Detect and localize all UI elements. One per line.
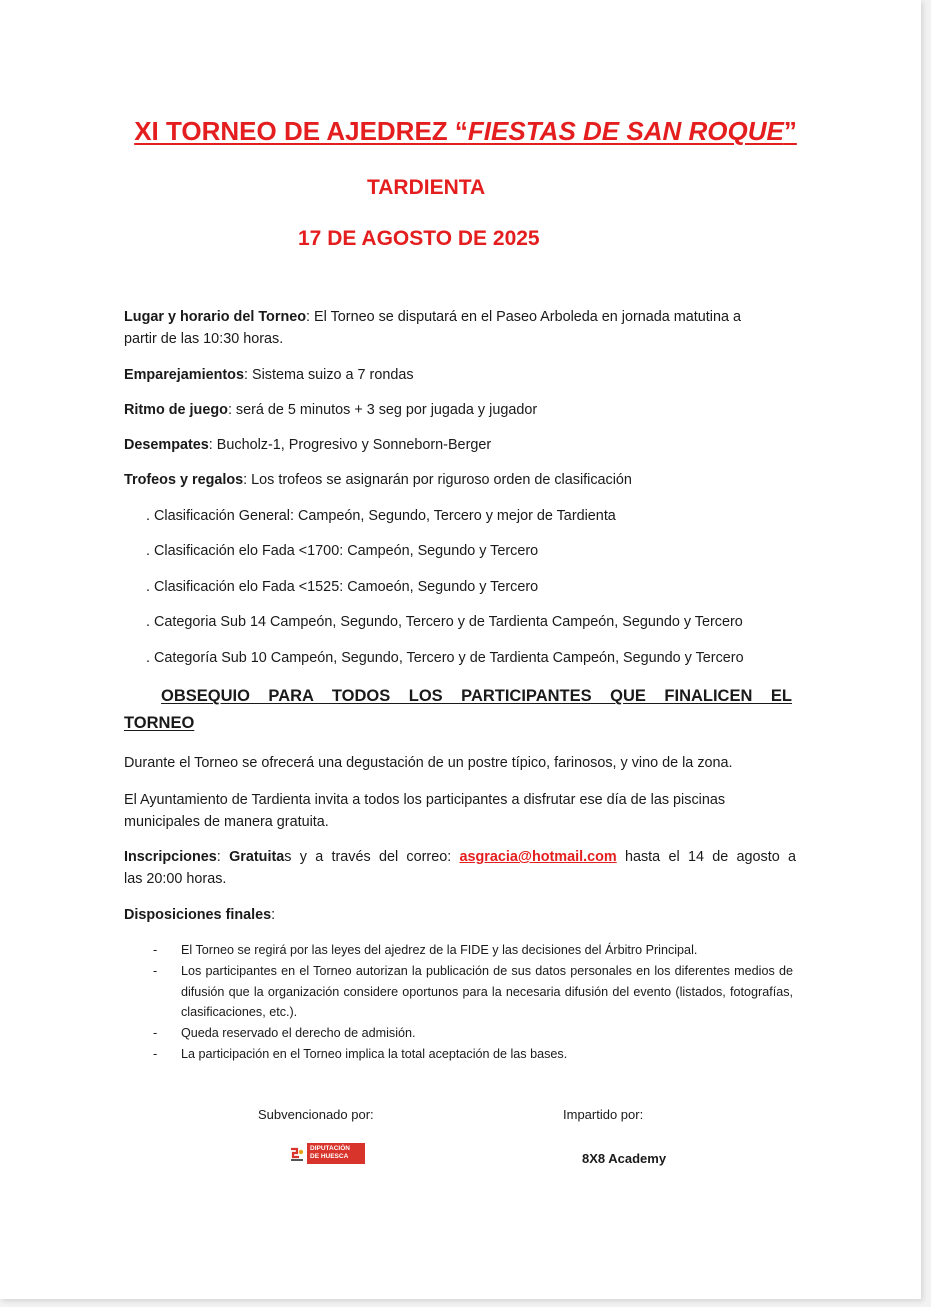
diputacion-emblem-icon [287,1143,307,1164]
disposiciones-heading: Disposiciones finales: [124,907,276,923]
trofeo-item: . Clasificación General: Campeón, Segundo, Tercero y mejor de Tardienta [146,508,616,524]
trofeo-item: . Categoría Sub 10 Campeón, Segundo, Tercero y de Tardienta Campeón, Segundo y Tercero [146,650,744,666]
lugar-paragraph: Lugar y horario del Torneo: El Torneo se disputará en el Paseo Arboleda en jornada matutina a partir de las 10:30 horas. [124,309,741,347]
disposiciones-list [151,940,793,1065]
degustacion-paragraph: Durante el Torneo se ofrecerá una degustación de un postre típico, farinosos, y vino de la zona. [124,755,733,771]
piscinas-paragraph: El Ayuntamiento de Tardienta invita a todos los participantes a disfrutar ese día de las piscinas municipales de manera gratuita. [124,792,726,830]
inscripciones-paragraph: Inscripciones: Gratuitas y a través del correo: asgracia@hotmail.com hasta el 14 de agosto a las 20:00 horas. [124,849,796,887]
trofeos-paragraph: Trofeos y regalos: Los trofeos se asignarán por riguroso orden de clasificación [124,472,632,488]
diputacion-huesca-logo: DIPUTACIÓN DE HUESCA [287,1143,365,1164]
email-link[interactable]: asgracia@hotmail.com [459,849,617,865]
obsequio-heading: OBSEQUIO PARA TODOS LOS PARTICIPANTES QUE FINALICEN EL TORNEO [124,687,792,732]
page-title: XI TORNEO DE AJEDREZ “FIESTAS DE SAN ROQUE” [134,116,797,146]
list-item: - Los participantes en el Torneo autorizan la publicación de sus datos personales en los diferentes medios de difusión que la organización considere oportunos para la necesaria difusión del evento (listados, fotografías, clasificaciones, etc.). [153,963,793,1020]
list-item: - La participación en el Torneo implica la total aceptación de las bases. [153,1046,568,1061]
list-item: - Queda reservado el derecho de admisión. [153,1026,416,1041]
subvencionado-label: Subvencionado por: [258,1107,374,1122]
academy-name: 8X8 Academy [582,1151,667,1166]
city-subtitle: TARDIENTA [367,176,486,199]
trofeo-item: . Categoria Sub 14 Campeón, Segundo, Tercero y de Tardienta Campeón, Segundo y Tercero [146,614,743,630]
emparejamientos-paragraph: Emparejamientos: Sistema suizo a 7 rondas [124,367,414,383]
date-subtitle: 17 DE AGOSTO DE 2025 [298,227,540,250]
list-item: - El Torneo se regirá por las leyes del ajedrez de la FIDE y las decisiones del Árbitro Principal. [153,943,698,957]
desempates-paragraph: Desempates: Bucholz-1, Progresivo y Sonneborn-Berger [124,437,492,453]
ritmo-paragraph: Ritmo de juego: será de 5 minutos + 3 seg por jugada y jugador [124,402,538,418]
trofeo-item: . Clasificación elo Fada <1525: Camoeón, Segundo y Tercero [146,579,539,595]
trofeo-item: . Clasificación elo Fada <1700: Campeón, Segundo y Tercero [146,543,539,559]
impartido-label: Impartido por: [563,1107,644,1122]
